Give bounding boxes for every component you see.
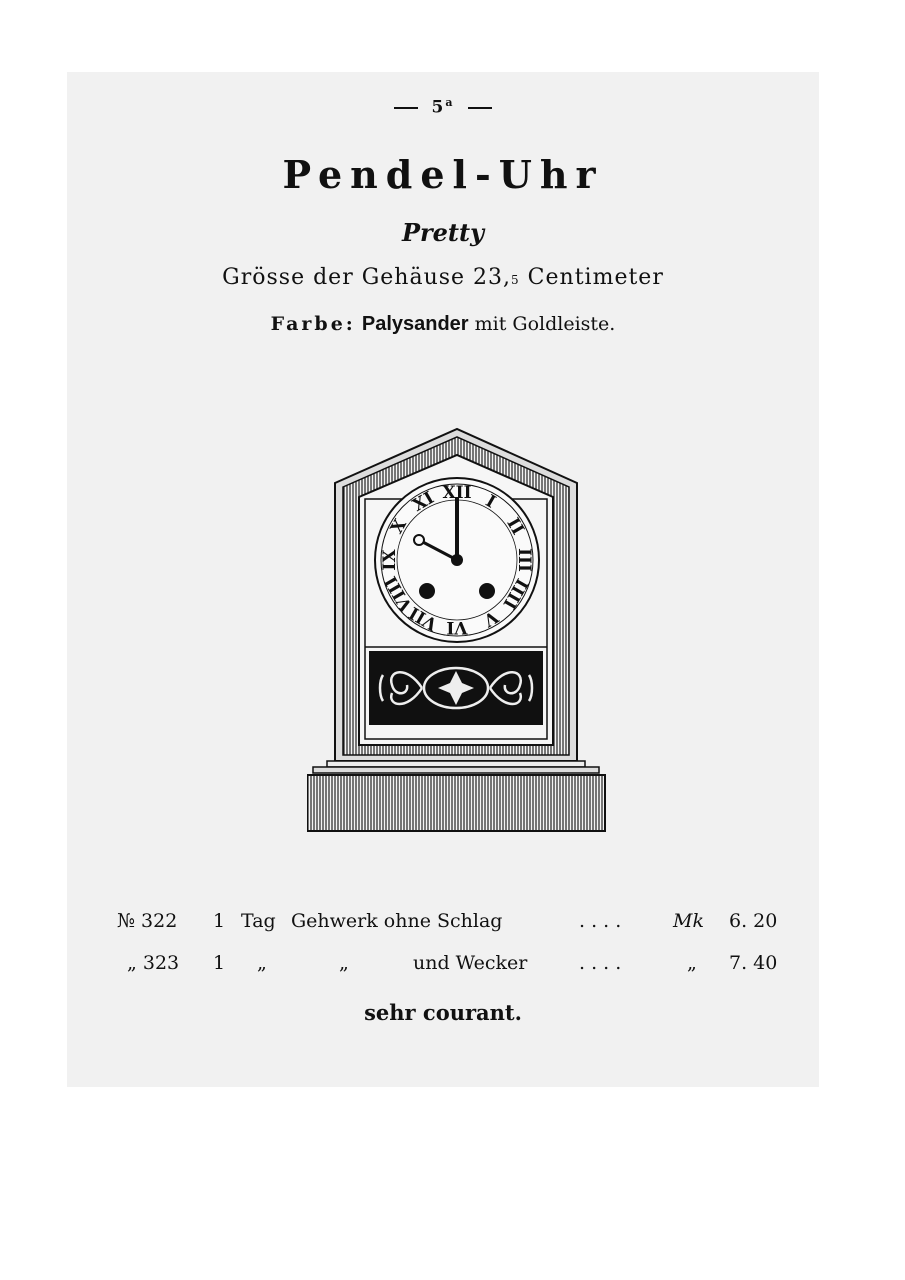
dial-numeral: XII xyxy=(442,483,472,503)
case-size xyxy=(67,265,819,290)
availability-note: sehr courant. xyxy=(364,1000,522,1025)
page-number-suffix: a xyxy=(445,96,455,109)
item-desc-unit: Tag xyxy=(241,910,276,932)
color-rest: mit Goldleiste. xyxy=(474,313,616,335)
item-desc: Gehwerk ohne Schlag xyxy=(291,910,503,932)
page-number xyxy=(67,96,819,118)
item-number: № 322 xyxy=(117,910,178,932)
dial-numeral: II xyxy=(502,514,528,539)
dial-numeral: IX xyxy=(380,549,400,571)
dial-numeral: III xyxy=(514,548,534,572)
model-name: Pretty xyxy=(401,218,485,247)
item-dots: . . . . xyxy=(579,952,622,974)
dial-numeral: VI xyxy=(446,617,468,637)
catalog-page xyxy=(67,72,819,1087)
dial-numeral: X xyxy=(387,515,411,538)
item-days: 1 xyxy=(213,952,226,974)
price-row xyxy=(117,910,787,952)
case-size-suffix: Centimeter xyxy=(519,265,664,290)
dial-numeral: IIII xyxy=(498,574,532,613)
case-color xyxy=(67,313,819,336)
dial-numeral: I xyxy=(482,491,499,513)
price-list xyxy=(117,910,787,994)
item-price: 6. 20 xyxy=(729,910,778,932)
item-days: 1 xyxy=(213,910,226,932)
currency: Mk xyxy=(673,910,704,932)
currency: „ xyxy=(687,952,697,974)
dial-numeral: XI xyxy=(409,488,438,516)
clock-illustration xyxy=(307,425,607,835)
item-desc-ditto: „ xyxy=(339,952,349,974)
color-wood: Palysander xyxy=(361,313,469,335)
case-size-prefix: Grösse der Gehäuse 23, xyxy=(222,265,512,290)
item-desc: und Wecker xyxy=(413,952,528,974)
item-dots: . . . . xyxy=(579,910,622,932)
item-price: 7. 40 xyxy=(729,952,778,974)
item-desc-unit: „ xyxy=(257,952,267,974)
dial-numeral: VIII xyxy=(381,572,417,615)
clock-dial xyxy=(375,478,539,642)
dial-numeral: VII xyxy=(405,602,442,634)
page-number-value: 5 xyxy=(431,97,446,118)
page-title: Pendel-Uhr xyxy=(282,152,604,197)
dial-numeral: V xyxy=(479,606,502,630)
color-label: Farbe: xyxy=(270,313,356,335)
case-size-sub: 5 xyxy=(511,273,520,287)
price-row xyxy=(117,952,787,994)
item-number: „ 323 xyxy=(127,952,180,974)
